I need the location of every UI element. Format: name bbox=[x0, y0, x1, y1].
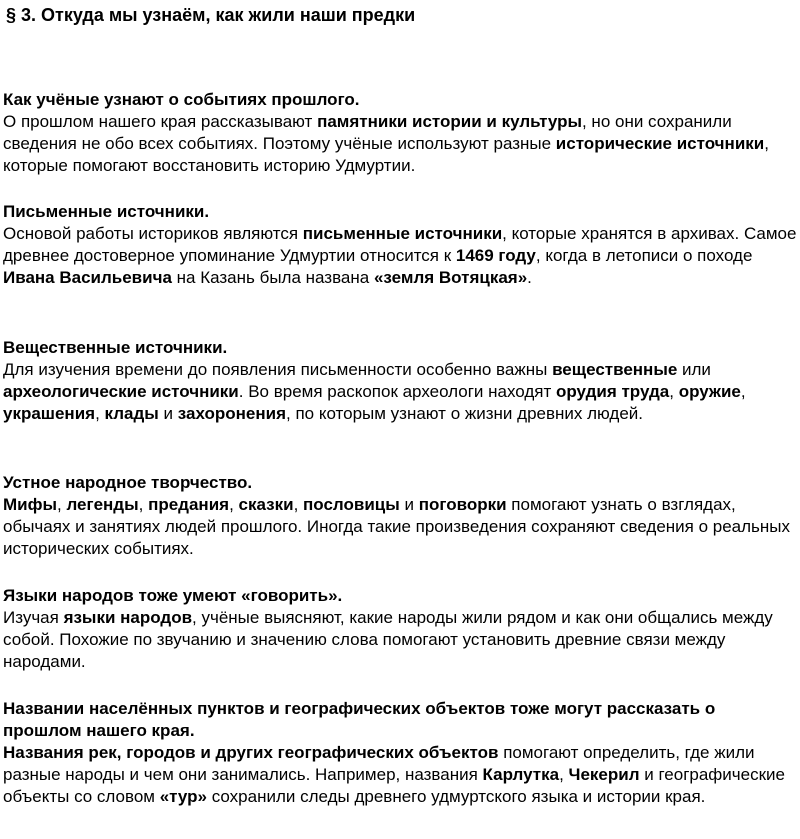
text-run: на Казань была названа bbox=[171, 268, 374, 287]
bold-term: оружие bbox=[678, 382, 741, 401]
text-run: и bbox=[158, 404, 178, 423]
section-paragraph bbox=[3, 359, 797, 425]
section-written-sources bbox=[3, 201, 797, 289]
text-run: сохранили следы древнего удмуртского языка и истории края. bbox=[206, 787, 706, 806]
section-how-scientists-learn bbox=[3, 89, 797, 177]
bold-term: «земля Вотяцкая» bbox=[373, 268, 528, 287]
bold-term: археологические источники bbox=[3, 382, 239, 401]
bold-term: языки народов bbox=[63, 608, 193, 627]
section-heading: Как учёные узнают о событиях прошлого. bbox=[3, 90, 360, 109]
text-run: Изучая bbox=[3, 608, 64, 627]
section-paragraph bbox=[3, 742, 797, 808]
text-run: помогают узнать о взглядах, обычаях и занятиях людей прошлого. Иногда такие произведения сохраняют сведения о реальных исторических событиях. bbox=[3, 495, 791, 558]
text-run: , учёные выясняют, какие народы жили рядом и как они общались между собой. Похожие по звучанию и значению слова помогают установить древние связи между народами. bbox=[3, 608, 773, 671]
bold-term: клады bbox=[104, 404, 159, 423]
section-place-names bbox=[3, 698, 797, 808]
bold-term: Карлутка bbox=[482, 765, 560, 784]
bold-term: поговорки bbox=[418, 495, 507, 514]
section-folklore bbox=[3, 472, 797, 560]
bold-term: «тур» bbox=[159, 787, 207, 806]
bold-term: письменные источники bbox=[302, 224, 503, 243]
section-heading: Названии населённых пунктов и географических объектов тоже могут рассказать о прошлом нашего края. bbox=[3, 699, 716, 740]
text-run: Основой работы историков являются bbox=[3, 224, 303, 243]
text-run: , но они сохранили сведения не обо всех событиях. Поэтому учёные используют разные bbox=[3, 112, 732, 153]
text-run: , bbox=[559, 765, 569, 784]
text-run: , которые помогают восстановить историю Удмуртии. bbox=[3, 134, 769, 175]
text-run: помогают определить, где жили разные народы и чем они занимались. Например, названия bbox=[3, 743, 755, 784]
text-run: и географические объекты со словом bbox=[3, 765, 785, 806]
bold-term: Названия рек, городов и других географических объектов bbox=[3, 743, 499, 762]
bold-term: захоронения bbox=[177, 404, 286, 423]
section-heading: Вещественные источники. bbox=[3, 338, 228, 357]
bold-term: пословицы bbox=[303, 495, 400, 514]
text-run: , bbox=[293, 495, 304, 514]
text-run: , bbox=[740, 382, 746, 401]
text-run: , bbox=[229, 495, 239, 514]
section-paragraph bbox=[3, 494, 797, 560]
bold-term: исторические источники bbox=[555, 134, 765, 153]
section-heading: Устное народное творчество. bbox=[3, 473, 253, 492]
text-run: , bbox=[138, 495, 149, 514]
text-run: . bbox=[527, 268, 532, 287]
text-run: . Во время раскопок археологи находят bbox=[238, 382, 557, 401]
text-run: , bbox=[95, 404, 105, 423]
bold-term: Чекерил bbox=[568, 765, 640, 784]
section-heading: Языки народов тоже умеют «говорить». bbox=[3, 586, 343, 605]
page-title: § 3. Откуда мы узнаём, как жили наши предки bbox=[6, 5, 416, 25]
section-material-sources bbox=[3, 337, 797, 425]
text-run: или bbox=[677, 360, 711, 379]
section-paragraph bbox=[3, 223, 797, 289]
text-run: , bbox=[669, 382, 679, 401]
text-run: , bbox=[57, 495, 67, 514]
section-paragraph bbox=[3, 607, 797, 673]
text-run: и bbox=[399, 495, 419, 514]
bold-term: 1469 году bbox=[455, 246, 536, 265]
bold-term: Ивана Васильевича bbox=[3, 268, 172, 287]
section-heading: Письменные источники. bbox=[3, 202, 210, 221]
text-run: Для изучения времени до появления письменности особенно важны bbox=[3, 360, 553, 379]
bold-term: легенды bbox=[66, 495, 139, 514]
bold-term: памятники истории и культуры bbox=[317, 112, 582, 131]
text-run: , когда в летописи о походе bbox=[535, 246, 753, 265]
section-paragraph bbox=[3, 111, 797, 177]
text-run: , которые хранятся в архивах. Самое древнее достоверное упоминание Удмуртии относится к bbox=[3, 224, 797, 265]
bold-term: вещественные bbox=[552, 360, 678, 379]
bold-term: сказки bbox=[238, 495, 294, 514]
bold-term: орудия труда bbox=[556, 382, 670, 401]
section-languages bbox=[3, 585, 797, 673]
text-run: , по которым узнают о жизни древних людей. bbox=[286, 404, 643, 423]
bold-term: предания bbox=[148, 495, 230, 514]
bold-term: Мифы bbox=[3, 495, 58, 514]
bold-term: украшения bbox=[3, 404, 96, 423]
text-run: О прошлом нашего края рассказывают bbox=[3, 112, 318, 131]
